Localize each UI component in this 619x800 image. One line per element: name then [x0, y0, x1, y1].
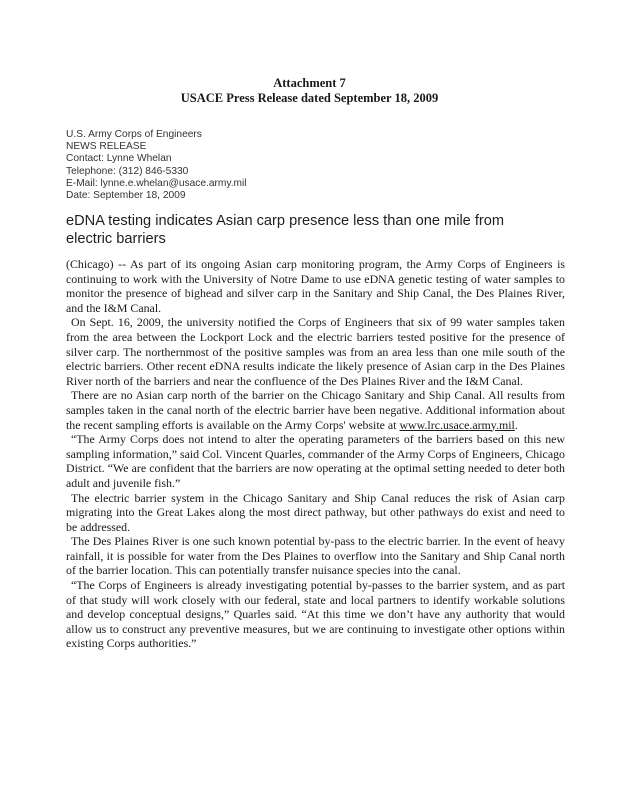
body-paragraph: The electric barrier system in the Chicago Sanitary and Ship Canal reduces the risk of Asian carp migrating into the Great Lakes along the most direct pathway, but other pathways do exist and need to be addressed. — [66, 490, 565, 534]
body-paragraph-text: There are no Asian carp north of the barrier on the Chicago Sanitary and Ship Canal. All results from samples taken in the canal north of the electric barrier have been negative. Additional information about the recent sampling efforts is available on the Army Corps' website at — [66, 388, 565, 432]
contact-email: E-Mail: lynne.e.whelan@usace.army.mil — [66, 177, 247, 189]
website-link[interactable]: www.lrc.usace.army.mil — [399, 417, 515, 432]
link-trailing-period: . — [514, 417, 518, 432]
release-date: Date: September 18, 2009 — [66, 190, 186, 202]
release-type: NEWS RELEASE — [66, 141, 147, 153]
body-paragraph: (Chicago) -- As part of its ongoing Asian carp monitoring program, the Army Corps of Engineers is continuing to work with the University of Notre Dame to use eDNA genetic testing of water samples to monitor the presence of bighead and silver carp in the Sanitary and Ship Canal, the Des Plaines River, and the I&M Canal. — [66, 257, 565, 315]
body-paragraph: “The Corps of Engineers is already investigating potential by-passes to the barrier system, and as part of that study will work closely with our federal, state and local partners to identify workable solutions and develop conceptual designs,” Quarles said. “At this time we don’t have any authority that would allow us to construct any preventive measures, but we are continuing to investigate other options within existing Corps authorities.” — [66, 578, 565, 651]
body-paragraph: The Des Plaines River is one such known potential by-pass to the electric barrier. In the event of heavy rainfall, it is possible for water from the Des Plaines to overflow into the Sanitary and Ship Canal north of the barrier location. This can potentially transfer nuisance species into the canal. — [66, 534, 565, 578]
sender-org: U.S. Army Corps of Engineers — [66, 129, 202, 140]
body-paragraph — [66, 388, 565, 432]
body-paragraph: On Sept. 16, 2009, the university notified the Corps of Engineers that six of 99 water samples taken from the area between the Lockport Lock and the electric barriers tested positive for the presence of silver carp. The northernmost of the positive samples was from an area less than one mile south of the electric barriers. Other recent eDNA results indicate the likely presence of Asian carp in the Des Plaines River north of the barriers and near the confluence of the Des Plaines River and the I&M Canal. — [66, 315, 565, 388]
attachment-label: Attachment 7 — [273, 76, 346, 90]
release-headline: eDNA testing indicates Asian carp presence less than one mile from electric barriers — [66, 213, 505, 247]
contact-name: Contact: Lynne Whelan — [66, 153, 172, 165]
body-paragraph: “The Army Corps does not intend to alter the operating parameters of the barriers based on this new sampling information,” said Col. Vincent Quarles, commander of the Army Corps of Engineers, Chicago District. “We are confident that the barriers are now operating at the optimal setting needed to deter both adult and juvenile fish.” — [66, 432, 565, 490]
sender-block — [66, 129, 466, 202]
attachment-title: USACE Press Release dated September 18, 2009 — [180, 91, 439, 105]
contact-telephone: Telephone: (312) 846-5330 — [66, 165, 189, 177]
attachment-heading — [0, 76, 619, 106]
release-body — [66, 257, 565, 651]
